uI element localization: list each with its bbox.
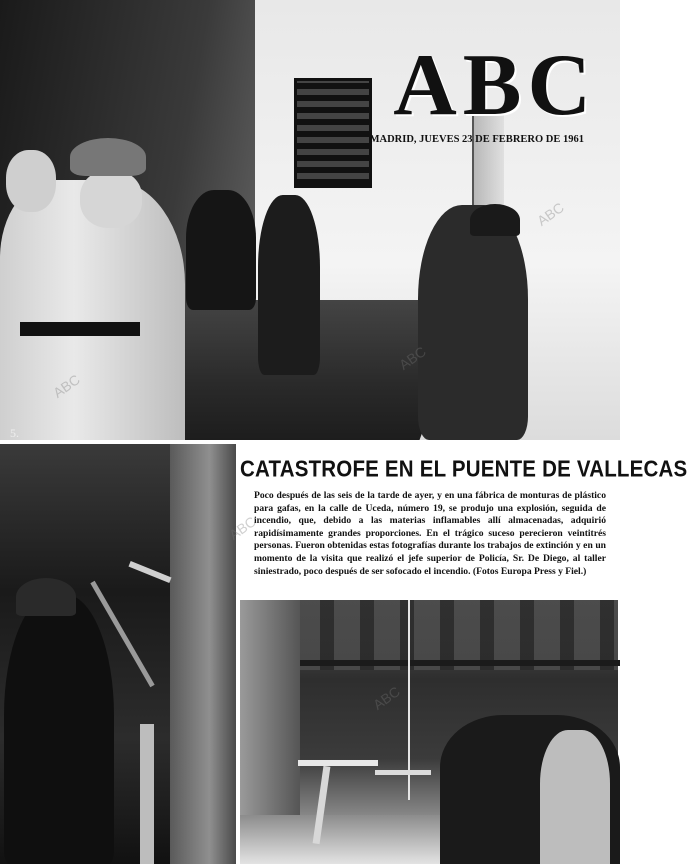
pickaxe-head xyxy=(128,561,171,583)
plate-number: 5. xyxy=(10,426,19,440)
article xyxy=(240,444,687,594)
official-in-light-coat xyxy=(540,730,610,864)
officer-belt xyxy=(20,322,140,336)
firefighter-with-pickaxe xyxy=(4,594,114,864)
watermark: ABC xyxy=(396,343,429,373)
firefighter-right xyxy=(418,205,528,440)
watermark: ABC xyxy=(370,683,403,713)
wooden-post xyxy=(140,724,154,864)
barred-window xyxy=(294,78,372,188)
bottom-right-photograph-burned-workshop xyxy=(240,600,618,864)
helmet xyxy=(16,578,76,616)
watermark: ABC xyxy=(226,513,259,543)
watermark: ABC xyxy=(50,371,83,401)
charred-doorframe xyxy=(170,444,236,864)
background-people xyxy=(186,190,256,310)
workbench xyxy=(298,760,378,766)
bottom-left-photograph-rescuers xyxy=(0,444,236,864)
helmet xyxy=(470,204,520,236)
workbench-2 xyxy=(375,770,431,775)
masthead-title: ABC xyxy=(393,37,597,134)
masthead-dateline: MADRID, JUEVES 23 DE FEBRERO DE 1961 xyxy=(369,134,584,145)
officer-head xyxy=(80,170,142,228)
article-body: Poco después de las seis de la tarde de ayer, y en una fábrica de monturas de plástico para gafas, en la calle de Uceda, número 19, se produjo una explosión, seguida de incendio, que, debido a las materias inflamables allí almacenadas, adquirió rapidísimamente grandes proporciones. En el trágico suceso perecieron veintitrés personas. Fueron obtenidas estas fotografías durante los trabajos de extinción y en un momento de la visita que realizó el jefe superior de Policía, Sr. De Diego, al taller siniestrado, poco después de ser sofocado el incendio. (Fotos Europa Press y Fiel.) xyxy=(254,490,606,577)
roof-beam xyxy=(280,660,620,666)
article-headline: CATASTROFE EN EL PUENTE DE VALLECAS xyxy=(240,456,687,483)
officer-cap xyxy=(70,138,146,176)
firefighter-center xyxy=(258,195,320,375)
watermark: ABC xyxy=(534,199,567,229)
man-left xyxy=(6,150,56,212)
